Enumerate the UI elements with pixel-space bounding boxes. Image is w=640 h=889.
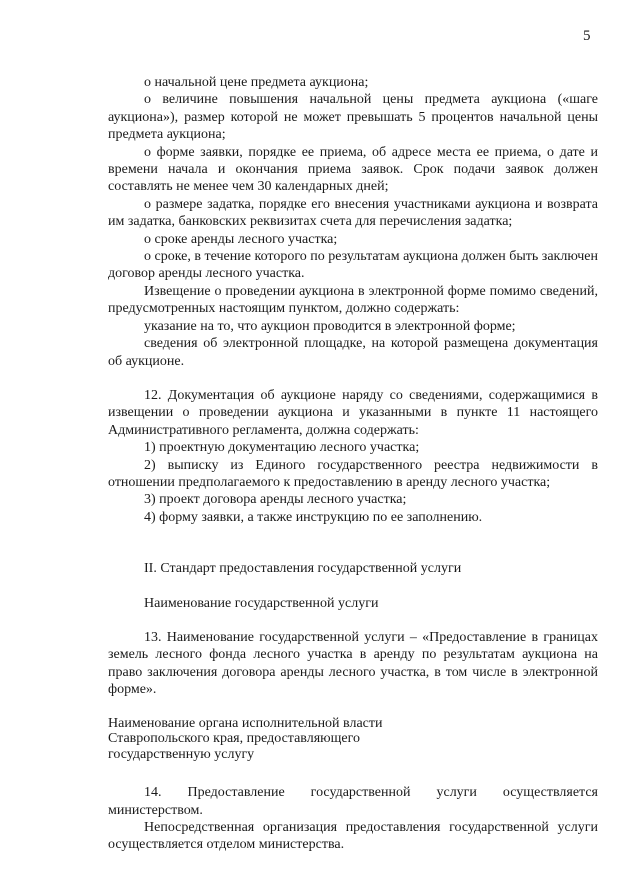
subheading-line: государственную услугу [108, 746, 255, 762]
paragraph: о размере задатка, порядке его внесения участниками аукциона и возврата им задатка, банковских реквизитах счета для перечисления задатка; [108, 196, 598, 230]
subheading-service-name: Наименование государственной услуги [144, 595, 379, 611]
paragraph-12: 12. Документация об аукционе наряду со сведениями, содержащимися в извещении о проведении аукциона и указанными в пункте 11 настоящего Административного регламента, должна содержать: [108, 387, 598, 438]
paragraph-14: 14. Предоставление государственной услуги осуществляется министерством. [108, 785, 598, 818]
paragraph: указание на то, что аукцион проводится в электронной форме; [144, 318, 516, 334]
document-body [108, 74, 598, 854]
paragraph-13: 13. Наименование государственной услуги – «Предоставление в границах земель лесного фонда лесного участка в аренду по результатам аукциона на право заключения договора аренды лесного участка, в том числе в электронной форме». [108, 629, 598, 698]
paragraph: Непосредственная организация предоставления государственной услуги осуществляется отделом министерства. [108, 819, 598, 853]
paragraph: о сроке аренды лесного участка; [144, 231, 338, 247]
list-item: 4) форму заявки, а также инструкцию по ее заполнению. [144, 509, 483, 525]
subheading-line: Наименование органа исполнительной власти [108, 715, 383, 731]
list-item: 1) проектную документацию лесного участка; [144, 440, 420, 456]
paragraph: о величине повышения начальной цены предмета аукциона («шаге аукциона»), размер которой не может превышать 5 процентов начальной цены предмета аукциона; [108, 92, 598, 143]
paragraph: о сроке, в течение которого по результатам аукциона должен быть заключен договор аренды лесного участка. [108, 249, 598, 282]
list-item: 3) проект договора аренды лесного участка; [144, 492, 407, 508]
paragraph: о форме заявки, порядке ее приема, об адресе места ее приема, о дате и времени начала и окончания приема заявок. Срок подачи заявок должен составлять не менее чем 30 календарных дней; [108, 144, 598, 195]
subheading-line: Ставропольского края, предоставляющего [108, 731, 361, 747]
subheading-authority [108, 716, 598, 763]
page-number: 5 [583, 28, 591, 44]
paragraph: сведения об электронной площадке, на которой размещена документация об аукционе. [108, 336, 598, 369]
paragraph: Извещение о проведении аукциона в электронной форме помимо сведений, предусмотренных настоящим пунктом, должно содержать: [108, 283, 598, 317]
paragraph: о начальной цене предмета аукциона; [144, 75, 369, 90]
section-title: II. Стандарт предоставления государственной услуги [144, 561, 462, 577]
list-item: 2) выписку из Единого государственного реестра недвижимости в отношении предполагаемого к предоставлению в аренду лесного участка; [108, 457, 598, 490]
